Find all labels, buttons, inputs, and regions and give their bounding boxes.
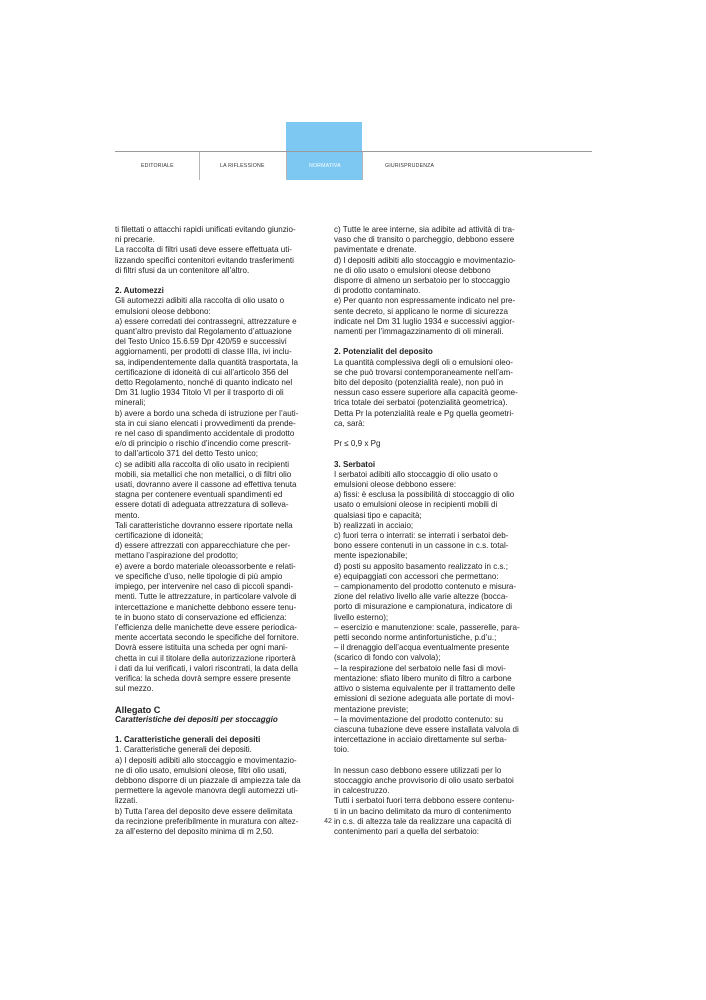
text-line: e/o di principio o rischio d’incendio come prescrit- <box>115 439 291 449</box>
text-line: verifica: la scheda dovrà sempre essere presente <box>115 673 291 683</box>
text-line: certificazione di idoneità di cui all’articolo 356 del <box>115 367 289 377</box>
text-line: se che può trovarsi contemporaneamente nell’am- <box>334 367 513 377</box>
text-line: sa, indipendentemente dalla quantità trasportata, la <box>115 357 298 367</box>
text-line: essere dotati di adeguata attrezzatura di solleva- <box>115 500 289 510</box>
text-line: mettano l’aspirazione del prodotto; <box>115 551 239 561</box>
text-line: (scarico di fondo con valvola); <box>334 653 441 663</box>
paragraph-gap <box>115 276 343 286</box>
text-line: bito del deposito (potenzialità reale), non può in <box>334 378 504 388</box>
paragraph-gap <box>115 725 343 735</box>
text-line: – la respirazione del serbatoio nelle fasi di movi- <box>334 663 506 673</box>
text-line: 1. Caratteristiche generali dei depositi. <box>115 745 252 755</box>
text-line: ciascuna tubazione deve essere installata valvola di <box>334 724 519 734</box>
annex-subtitle: Caratteristiche dei depositi per stoccaggio <box>115 714 278 724</box>
text-line: lizzando specifici contenitori evitando trasferimenti <box>115 255 294 265</box>
text-line: mento. <box>115 510 140 520</box>
paragraph-gap <box>334 756 562 766</box>
text-line: ti in un bacino delimitato da muro di contenimento <box>334 806 512 816</box>
text-line: stagna per contenere eventuali spandimenti ed <box>115 490 283 500</box>
text-line: ve specifiche d’uso, nelle tipologie di più ampio <box>115 571 283 581</box>
text-line: livello esterno); <box>334 612 389 622</box>
text-line: mentazione previste; <box>334 704 409 714</box>
paragraph-gap <box>334 449 562 459</box>
text-line: stoccaggio anche provvisorio di olio usato serbatoi <box>334 775 514 785</box>
text-line: qualsiasi tipo e capacità; <box>334 510 422 520</box>
text-line: Detta Pr la potenzialità reale e Pg quella geometri- <box>334 408 514 418</box>
text-line: sta in cui siano elencati i provvedimenti da prende- <box>115 418 296 428</box>
text-line: Dovrà essere istituita una scheda per ogni mani- <box>115 643 288 653</box>
text-line: I serbatoi adibiti allo stoccaggio di olio usato o <box>334 469 498 479</box>
text-line: Dm 31 luglio 1934 Titolo VI per il trasporto di oli <box>115 388 284 398</box>
text-line: mente accertata secondo le specifiche del fornitore. <box>115 633 299 643</box>
text-line: te in buono stato di conservazione ed efficienza: <box>115 612 287 622</box>
text-line: trica totale dei serbatoi (potenzialità geometrica). <box>334 398 508 408</box>
text-line: emulsioni oleose debbono: <box>115 306 211 316</box>
text-line: – il drenaggio dell’acqua eventualmente presente <box>334 643 510 653</box>
text-line: l’efficienza delle manichette deve essere periodica- <box>115 622 297 632</box>
text-line: ti filettati o attacchi rapidi unificati evitando giunzio- <box>115 225 296 234</box>
text-line: contenimento pari a quella del serbatoio: <box>334 826 479 836</box>
tab-editoriale[interactable]: EDITORIALE <box>141 163 174 169</box>
text-line: Gli automezzi adibiti alla raccolta di olio usato o <box>115 296 285 306</box>
text-line: In nessun caso debbono essere utilizzati per lo <box>334 765 502 775</box>
text-line: Tali caratteristiche dovranno essere riportate nella <box>115 520 293 530</box>
section-heading: 2. Potenzialit del deposito <box>334 347 433 357</box>
text-line: intercettazione in acciaio direttamente sul serba- <box>334 735 507 745</box>
text-line: b) realizzati in acciaio; <box>334 520 414 530</box>
text-line: b) avere a bordo una scheda di istruzione per l’auti- <box>115 408 299 418</box>
text-line: sul mezzo. <box>115 684 154 694</box>
text-line: certificazione di idoneità; <box>115 531 204 541</box>
text-line: emulsioni oleose debbono essere: <box>334 480 457 490</box>
text-line: e) equipaggiati con accessori che permettano: <box>334 571 499 581</box>
text-line: sente decreto, si applicano le norme di sicurezza <box>334 306 508 316</box>
text-line: del Testo Unico 15.6.59 Dpr 420/59 e successivi <box>115 337 287 347</box>
text-line: c) se adibiti alla raccolta di olio usato in recipienti <box>115 459 289 469</box>
text-line: debbono disporre di un piazzale di ampiezza tale da <box>115 775 301 785</box>
text-line: di prodotto contaminato. <box>334 286 421 296</box>
text-line: ca, sarà: <box>334 418 365 428</box>
text-line: petti secondo norme antinfortunistiche, p.d’u.; <box>334 633 497 643</box>
text-line: e) avere a bordo materiale oleoassorbente e relati- <box>115 561 296 571</box>
paragraph-gap <box>115 694 343 704</box>
text-line: attivo o sistema equivalente per il trattamento delle <box>334 684 516 694</box>
text-line: i dati da lui verificati, i valori riscontrati, la data della <box>115 663 298 673</box>
text-line: – esercizio e manutenzione: scale, passerelle, para- <box>334 622 520 632</box>
section-heading: 3. Serbatoi <box>334 459 376 469</box>
text-line: impiego, per intervenire nel caso di piccoli spandi- <box>115 582 294 592</box>
text-line: chetta in cui il titolare della autorizzazione riporterà <box>115 653 296 663</box>
text-line: in calcestruzzo. <box>334 786 390 796</box>
paragraph-gap <box>334 429 562 439</box>
text-line: c) fuori terra o interrati: se interrati i serbatoi deb- <box>334 531 509 541</box>
text-column-left <box>115 225 343 837</box>
text-line: ni precarie. <box>115 235 155 245</box>
text-line: a) fissi: è esclusa la possibilità di stoccaggio di olio <box>334 490 515 500</box>
text-line: za all’esterno del deposito minima di m 2,50. <box>115 826 274 836</box>
text-line: quant’altro previsto dal Regolamento d’attuazione <box>115 327 292 337</box>
text-line: namenti per l’immagazzinamento di oli minerali. <box>334 327 504 337</box>
text-line: in c.s. di altezza tale da realizzare una capacità di <box>334 816 512 826</box>
text-line: d) I depositi adibiti allo stoccaggio e movimentazio- <box>334 255 516 265</box>
text-line: re nel caso di spandimento accidentale di prodotto <box>115 429 295 439</box>
text-line: bono essere contenuti in un cassone in c.s. total- <box>334 541 509 551</box>
text-line: nessun caso essere superiore alla capacità geome- <box>334 388 518 398</box>
tab-giurisprudenza[interactable]: GIURISPRUDENZA <box>362 152 472 180</box>
text-line: d) essere attrezzati con apparecchiature che per- <box>115 541 291 551</box>
text-line: menti. Tutte le attrezzature, in particolare valvole di <box>115 592 297 602</box>
text-line: pavimentate e drenate. <box>334 245 417 255</box>
text-line: minerali; <box>115 398 146 408</box>
text-line: aggiornamenti, per prodotti di classe IIIa, ivi inclu- <box>115 347 292 357</box>
text-line: La raccolta di filtri usati deve essere effettuata uti- <box>115 245 292 255</box>
text-line: usati, dovranno avere il cassone ad effettiva tenuta <box>115 480 297 490</box>
text-line: indicate nel Dm 31 luglio 1934 e successivi aggior- <box>334 316 515 326</box>
text-line: Pr ≤ 0,9 x Pg <box>334 439 381 449</box>
tab-normativa[interactable]: NORMATIVA <box>286 152 362 180</box>
section-heading: 2. Automezzi <box>115 286 164 296</box>
page-number: 42 <box>324 818 332 825</box>
text-line: zione del relativo livello alle varie altezze (bocca- <box>334 592 508 602</box>
text-line: Tutti i serbatoi fuori terra debbono essere contenu- <box>334 796 515 806</box>
text-line: ne di olio usato, emulsioni oleose, filtri olio usati, <box>115 765 287 775</box>
text-line: disporre di almeno un serbatoio per lo stoccaggio <box>334 276 510 286</box>
text-line: ne di olio usato o emulsioni oleose debbono <box>334 265 491 275</box>
text-line: vaso che di transito o parcheggio, debbono essere <box>334 235 515 245</box>
text-line: da recinzione preferibilmente in muratura con altez- <box>115 816 299 826</box>
text-line: a) I depositi adibiti allo stoccaggio e movimentazio- <box>115 755 297 765</box>
text-line: c) Tutte le aree interne, sia adibite ad attività di tra- <box>334 225 515 234</box>
text-line: d) posti su apposito basamento realizzato in c.s.; <box>334 561 508 571</box>
text-line: usato o emulsioni oleose in recipienti mobili di <box>334 500 498 510</box>
text-line: di filtri sfusi da un contenitore all’altro. <box>115 265 250 275</box>
paragraph-gap <box>334 337 562 347</box>
text-line: e) Per quanto non espressamente indicato nel pre- <box>334 296 516 306</box>
text-line: detto Regolamento, nonché di quanto indicato nel <box>115 378 293 388</box>
text-line: mente ispezionabile; <box>334 551 408 561</box>
tab-la-riflessione[interactable]: LA RIFLESSIONE <box>199 152 286 180</box>
text-line: lizzati. <box>115 796 138 806</box>
text-line: to dall’articolo 371 del detto Testo unico; <box>115 449 259 459</box>
text-line: emissioni di sezione adeguata alle portate di movi- <box>334 694 515 704</box>
text-line: b) Tutta l’area del deposito deve essere delimitata <box>115 806 293 816</box>
text-line: a) essere corredati dei contrassegni, attrezzature e <box>115 316 297 326</box>
annex-title: Allegato C <box>115 704 161 715</box>
text-column-right <box>334 225 562 837</box>
section-heading: 1. Caratteristiche generali dei depositi <box>115 735 261 745</box>
text-line: permettere la agevole manovra degli automezzi uti- <box>115 786 298 796</box>
text-line: La quantità complessiva degli oli o emulsioni oleo- <box>334 357 513 367</box>
text-line: mentazione: sfiato libero munito di filtro a carbone <box>334 673 512 683</box>
text-line: porto di misurazione e campionatura, indicatore di <box>334 602 513 612</box>
text-line: mobili, sia metallici che non metallici, o di filtri olio <box>115 469 292 479</box>
text-line: intercettazione e manichette debbono essere tenu- <box>115 602 297 612</box>
text-line: – la movimentazione del prodotto contenuto: su <box>334 714 504 724</box>
text-line: – campionamento del prodotto contenuto e misura- <box>334 582 517 592</box>
text-line: toio. <box>334 745 350 755</box>
section-nav <box>115 151 592 180</box>
